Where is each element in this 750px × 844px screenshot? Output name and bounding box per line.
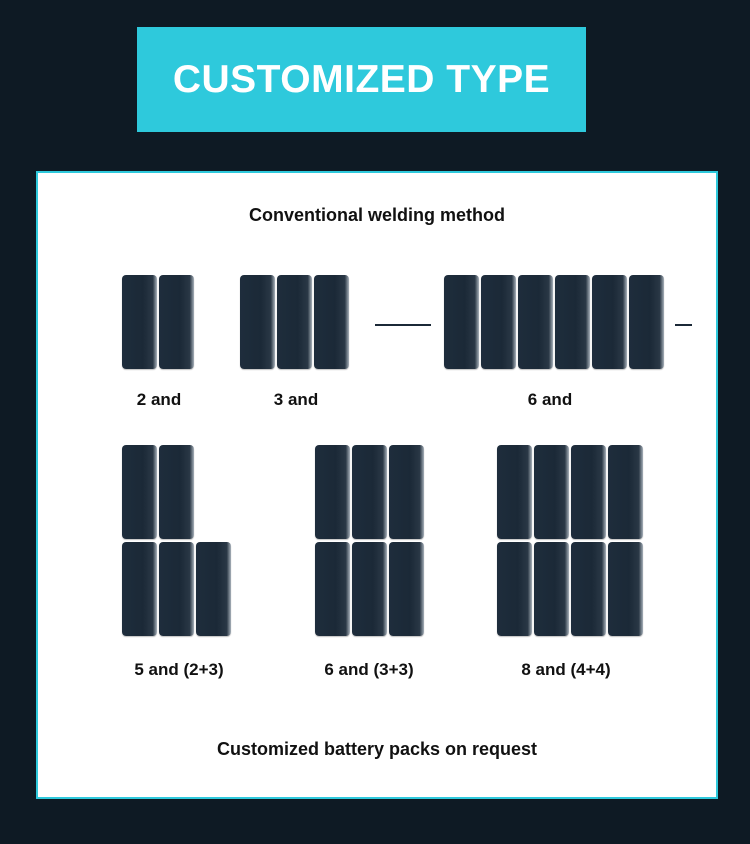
battery-cell xyxy=(159,445,194,539)
config-label-5-2-3: 5 and (2+3) xyxy=(134,660,224,679)
diagram-panel xyxy=(36,171,718,799)
battery-cell xyxy=(122,542,157,636)
battery-cell xyxy=(315,542,350,636)
config-label-6: 6 and xyxy=(527,390,573,409)
battery-cell xyxy=(571,542,606,636)
panel-heading: Conventional welding method xyxy=(249,205,505,225)
config-label-6-3-3: 6 and (3+3) xyxy=(324,660,414,679)
config-label-2: 2 and xyxy=(136,390,182,409)
battery-cell xyxy=(352,542,387,636)
connector-wire xyxy=(375,324,431,326)
panel-footer: Customized battery packs on request xyxy=(216,739,538,759)
banner-title: CUSTOMIZED TYPE xyxy=(172,57,551,101)
battery-cell xyxy=(608,542,643,636)
battery-cell xyxy=(497,445,532,539)
battery-cell xyxy=(389,445,424,539)
battery-cell xyxy=(444,275,479,369)
battery-cell xyxy=(592,275,627,369)
config-label-8-4-4: 8 and (4+4) xyxy=(521,660,611,679)
config-label-3: 3 and xyxy=(273,390,319,409)
battery-cell xyxy=(555,275,590,369)
battery-cell xyxy=(608,445,643,539)
battery-cell xyxy=(122,275,157,369)
battery-cell xyxy=(277,275,312,369)
battery-cell xyxy=(534,542,569,636)
battery-cell xyxy=(240,275,275,369)
battery-cell xyxy=(481,275,516,369)
title-banner xyxy=(137,27,586,132)
battery-cell xyxy=(159,275,194,369)
connector-wire xyxy=(675,324,692,326)
battery-cell xyxy=(352,445,387,539)
battery-cell xyxy=(518,275,553,369)
battery-cell xyxy=(497,542,532,636)
battery-cell xyxy=(159,542,194,636)
battery-cell xyxy=(571,445,606,539)
battery-cell xyxy=(629,275,664,369)
battery-cell xyxy=(314,275,349,369)
battery-cell xyxy=(534,445,569,539)
battery-cell xyxy=(196,542,231,636)
battery-cell xyxy=(122,445,157,539)
battery-cell xyxy=(315,445,350,539)
battery-cell xyxy=(389,542,424,636)
